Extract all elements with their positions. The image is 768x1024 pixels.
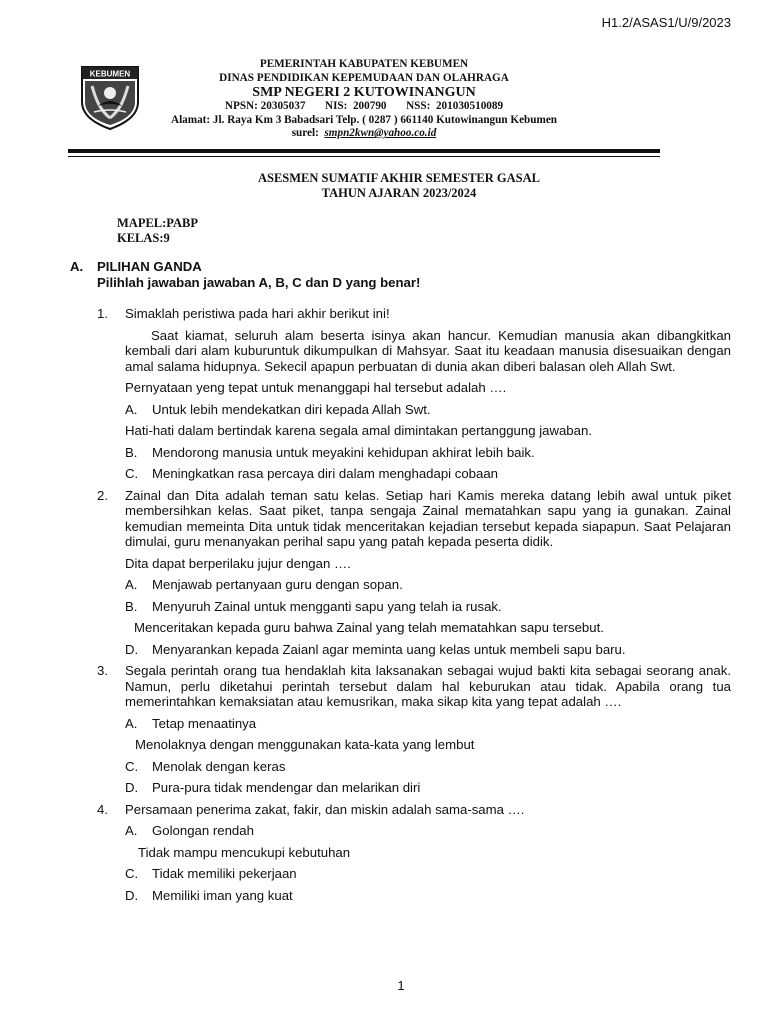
question-3 xyxy=(97,663,731,796)
option-text: Memiliki iman yang kuat xyxy=(152,887,293,903)
option-text: Menjawab pertanyaan guru dengan sopan. xyxy=(152,577,403,592)
option-letter: A. xyxy=(125,715,138,731)
question-number: 4. xyxy=(97,801,108,817)
option-a[interactable] xyxy=(125,577,731,593)
option-a[interactable] xyxy=(125,716,731,732)
school-email-line xyxy=(68,127,660,141)
question-passage: Segala perintah orang tua hendaklah kita laksanakan sebagai wujud bakti kita sebagai seorang anak. Namun, perlu diketahui perintah tersebut dalam hal keburukan atau tidak. Apabila orang tua memerintahkan kemaksiatan atau kemusrikan, maka sikap kita yang tepat adalah …. xyxy=(125,663,731,709)
option-b[interactable] xyxy=(125,599,731,615)
option-c[interactable] xyxy=(125,866,731,882)
question-number: 2. xyxy=(97,487,108,503)
option-unlabeled[interactable]: Menolaknya dengan menggunakan kata-kata yang lembut xyxy=(135,737,475,752)
question-prompt: Pernyataan yeng tepat untuk menanggapi hal tersebut adalah …. xyxy=(125,380,507,395)
question-number: 3. xyxy=(97,663,108,678)
government-name: PEMERINTAH KABUPATEN KEBUMEN xyxy=(259,58,469,70)
subject-label: MAPEL:PABP xyxy=(117,216,199,230)
option-text: Menyarankan kepada Zaianl agar meminta uang kelas untuk membeli sapu baru. xyxy=(152,641,626,657)
question-number: 1. xyxy=(97,306,108,321)
option-text: Golongan rendah xyxy=(152,823,254,838)
option-letter: B. xyxy=(125,444,138,460)
option-d[interactable] xyxy=(125,888,731,904)
letterhead-rule-thin xyxy=(68,156,660,157)
option-letter: D. xyxy=(125,887,139,903)
option-text: Pura-pura tidak mendengar dan melarikan diri xyxy=(152,780,421,795)
question-1 xyxy=(97,306,731,482)
option-letter: A. xyxy=(125,401,138,417)
department-name: DINAS PENDIDIKAN KEPEMUDAAN DAN OLAHRAGA xyxy=(219,71,509,84)
option-unlabeled[interactable]: Menceritakan kepada guru bahwa Zainal yang telah mematahkan sapu tersebut. xyxy=(134,620,604,635)
class-label: KELAS:9 xyxy=(117,231,170,245)
option-d[interactable] xyxy=(125,642,731,658)
svg-text:KEBUMEN: KEBUMEN xyxy=(89,69,131,79)
option-letter: C. xyxy=(125,758,139,774)
option-letter: D. xyxy=(125,641,139,657)
option-text: Menolak dengan keras xyxy=(152,758,286,774)
option-letter: C. xyxy=(125,466,139,481)
section-title: PILIHAN GANDA xyxy=(97,259,202,274)
question-stem: Simaklah peristiwa pada hari akhir berikut ini! xyxy=(125,306,390,321)
option-d[interactable] xyxy=(125,780,731,796)
page-number: 1 xyxy=(397,978,405,993)
option-c[interactable] xyxy=(125,759,731,775)
question-passage: Zainal dan Dita adalah teman satu kelas. Setiap hari Kamis mereka datang lebih awal untuk piket membersihkan kelas. Saat piket, tanpa sengaja Zainal mematahkan sapu yang ia gunakan. Zainal kemudian memeinta Dita untuk tidak menceritakan kejadian tersebut kepada siapapun. Saat Pelajaran dimulai, guru menanyakan perihal sapu yang patah kepada peserta didik. xyxy=(125,487,731,549)
email-label: surel: xyxy=(291,127,319,140)
option-unlabeled[interactable]: Tidak mampu mencukupi kebutuhan xyxy=(138,844,351,860)
option-text: Meningkatkan rasa percaya diri dalam menghadapi cobaan xyxy=(152,466,499,481)
question-2 xyxy=(97,488,731,658)
option-text: Tetap menaatinya xyxy=(152,715,257,731)
option-text: Tidak memiliki pekerjaan xyxy=(152,866,297,881)
question-passage: Saat kiamat, seluruh alam beserta isinya akan hancur. Kemudian manusia akan dibangkitkan kembali dari alam kuburuntuk dikumpulkan di Mahsyar. Saat itu keadaan manusia disesuaikan dengan amal salama hidupnya. Sekecil apapun perbuatan di dunia akan diberi balasan oleh Allah Swt. xyxy=(125,327,731,374)
option-letter: C. xyxy=(125,866,139,881)
section-heading xyxy=(70,259,420,291)
exam-title xyxy=(0,171,768,201)
document-code: H1.2/ASAS1/U/9/2023 xyxy=(601,15,731,30)
option-letter: A. xyxy=(125,577,138,592)
school-name: SMP NEGERI 2 KUTOWINANGUN xyxy=(252,85,476,101)
school-address: Alamat: Jl. Raya Km 3 Babadsari Telp. ( 0287 ) 661140 Kutowinangun Kebumen xyxy=(170,113,558,126)
option-unlabeled[interactable]: Hati-hati dalam bertindak karena segala amal dimintakan pertanggung jawaban. xyxy=(125,423,592,438)
letterhead-rule-thick xyxy=(68,149,660,153)
school-ids: NPSN: 20305037 NIS: 200790 NSS: 201030510089 xyxy=(224,100,504,113)
section-letter: A. xyxy=(70,259,84,274)
exam-title-line1: ASESMEN SUMATIF AKHIR SEMESTER GASAL xyxy=(257,171,540,185)
letterhead-text xyxy=(68,58,660,141)
option-text: Untuk lebih mendekatkan diri kepada Allah Swt. xyxy=(152,401,431,417)
question-list xyxy=(97,306,731,903)
option-letter: D. xyxy=(125,780,139,795)
email-link[interactable]: smpn2kwn@yahoo.co.id xyxy=(324,127,437,140)
letterhead xyxy=(68,58,660,153)
question-4 xyxy=(97,802,731,904)
exam-meta xyxy=(117,216,198,246)
option-b[interactable] xyxy=(125,445,731,461)
option-a[interactable] xyxy=(125,402,731,418)
question-prompt: Dita dapat berperilaku jujur dengan …. xyxy=(125,555,351,571)
option-c[interactable] xyxy=(125,466,731,482)
exam-title-line2: TAHUN AJARAN 2023/2024 xyxy=(321,186,477,200)
option-text: Mendorong manusia untuk meyakini kehidupan akhirat lebih baik. xyxy=(152,444,535,460)
question-stem: Persamaan penerima zakat, fakir, dan miskin adalah sama-sama …. xyxy=(125,801,525,817)
option-a[interactable] xyxy=(125,823,731,839)
option-text: Menyuruh Zainal untuk mengganti sapu yang telah ia rusak. xyxy=(152,598,502,614)
option-letter: B. xyxy=(125,598,138,614)
section-instruction: Pilihlah jawaban jawaban A, B, C dan D yang benar! xyxy=(97,275,421,290)
option-letter: A. xyxy=(125,823,138,838)
